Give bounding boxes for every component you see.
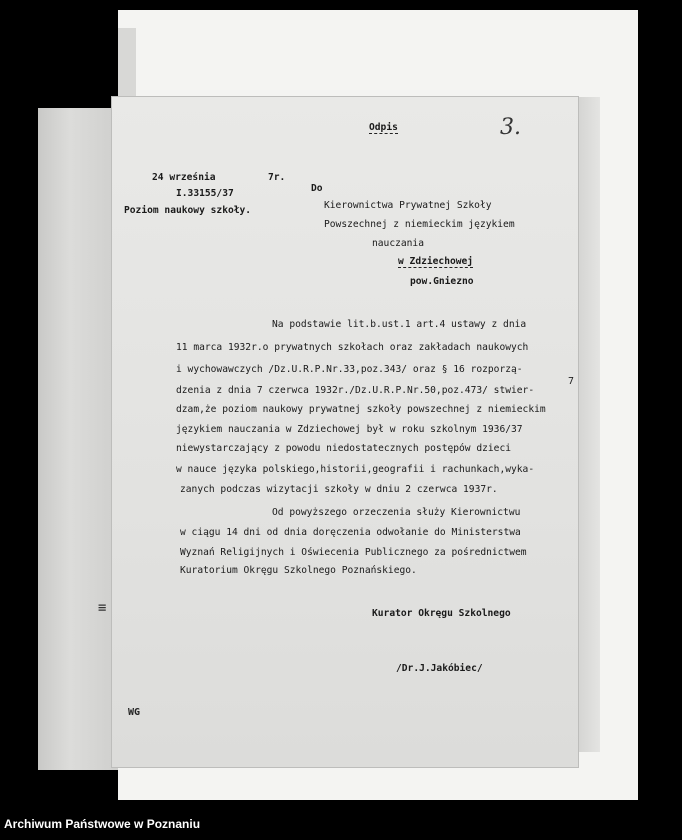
edge-mark: 7	[568, 376, 575, 387]
body-line-7: niewystarczający z powodu niedostatecznych postępów dzieci	[176, 443, 512, 454]
body-line-6: językiem nauczania w Zdziechowej był w roku szkolnym 1936/37	[176, 424, 523, 435]
body-line-4: dzenia z dnia 7 czerwca 1932r./Dz.U.R.P.Nr.50,poz.473/ stwier-	[176, 385, 535, 396]
recipient-line-2: Powszechnej z niemieckim językiem	[324, 219, 515, 230]
body-line-10: Od powyższego orzeczenia służy Kierownictwu	[272, 507, 521, 518]
body-line-2: 11 marca 1932r.o prywatnych szkołach oraz zakładach naukowych	[176, 342, 529, 353]
margin-mark: WG	[128, 707, 141, 718]
odpis-label: Odpis	[369, 122, 398, 133]
signature: /Dr.J.Jakóbiec/	[396, 663, 483, 674]
date: 24 września	[152, 172, 216, 183]
binding-mark: ≡	[98, 600, 105, 616]
recipient-line-1: Kierownictwa Prywatnej Szkoły	[324, 200, 492, 211]
do-label: Do	[311, 183, 323, 194]
body-line-11: w ciągu 14 dni od dnia doręczenia odwołanie do Ministerstwa	[180, 527, 521, 538]
body-line-12: Wyznań Religijnych i Oświecenia Publicznego za pośrednictwem	[180, 547, 527, 558]
archive-footer: Archiwum Państwowe w Poznaniu	[4, 817, 201, 831]
sheet-edge	[118, 28, 136, 98]
left-sheet	[38, 108, 118, 770]
body-line-1: Na podstawie lit.b.ust.1 art.4 ustawy z dnia	[272, 319, 527, 330]
body-line-8: w nauce języka polskiego,historii,geografii i rachunkach,wyka-	[176, 464, 535, 475]
body-line-5: dzam,że poziom naukowy prywatnej szkoły powszechnej z niemieckim	[176, 404, 546, 415]
subject-line: Poziom naukowy szkoły.	[124, 205, 252, 216]
recipient-line-5: pow.Gniezno	[410, 276, 474, 287]
year-mark: 7r.	[268, 172, 286, 183]
reference-number: I.33155/37	[176, 188, 234, 199]
body-line-13: Kuratorium Okręgu Szkolnego Poznańskiego.	[180, 565, 417, 576]
body-line-3: i wychowawczych /Dz.U.R.P.Nr.33,poz.343/ oraz § 16 rozporzą-	[176, 364, 523, 375]
recipient-line-4: w Zdziechowej	[398, 256, 474, 267]
recipient-line-3: nauczania	[372, 238, 424, 249]
signatory-title: Kurator Okręgu Szkolnego	[372, 608, 511, 619]
page-number: 3.	[500, 115, 521, 140]
body-line-9: zanych podczas wizytacji szkoły w dniu 2 czerwca 1937r.	[180, 484, 498, 495]
